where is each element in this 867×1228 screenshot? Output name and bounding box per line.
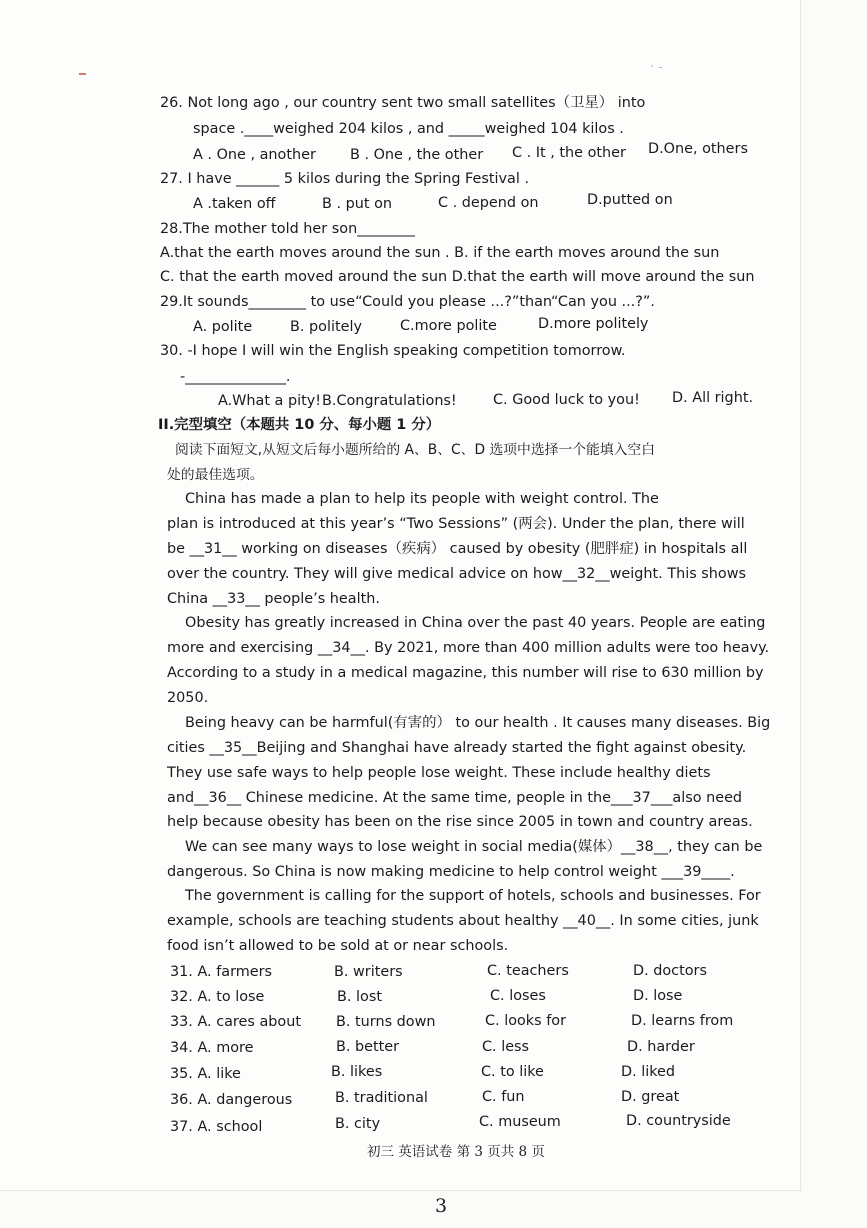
choice-36-d: D. great xyxy=(621,1089,680,1105)
choice-33-b: B. turns down xyxy=(336,1014,436,1030)
q26-stem-continued: space .____weighed 204 kilos , and _____weighed 104 kilos . xyxy=(193,121,624,137)
passage-line: dangerous. So China is now making medicine to help control weight ___39____. xyxy=(167,864,735,880)
passage-line: Obesity has greatly increased in China over the past 40 years. People are eating xyxy=(185,615,766,631)
passage-line: Being heavy can be harmful(有害的） to our health . It causes many diseases. Big xyxy=(185,715,771,731)
red-mark xyxy=(79,73,86,75)
q30-option-c: C. Good luck to you! xyxy=(493,392,640,408)
q27-option-c: C . depend on xyxy=(438,195,539,211)
choice-36-b: B. traditional xyxy=(335,1090,428,1106)
section-instructions-continued: 处的最佳选项。 xyxy=(167,467,264,483)
choice-35-d: D. liked xyxy=(621,1064,676,1080)
choice-32-d: D. lose xyxy=(633,988,683,1004)
choice-33-d: D. learns from xyxy=(631,1013,734,1029)
choice-33-c: C. looks for xyxy=(485,1013,566,1029)
choice-35-c: C. to like xyxy=(481,1064,544,1080)
section-instructions: 阅读下面短文,从短文后每小题所给的 A、B、C、D 选项中选择一个能填入空白 xyxy=(175,442,656,458)
q30-stem: 30. -I hope I will win the English speaking competition tomorrow. xyxy=(160,343,626,359)
passage-line: China has made a plan to help its people with weight control. The xyxy=(185,491,659,507)
choice-32-a: 32. A. to lose xyxy=(170,989,265,1005)
choice-33-a: 33. A. cares about xyxy=(170,1014,301,1030)
scan-smudge: · - xyxy=(650,60,663,75)
passage-line: help because obesity has been on the rise since 2005 in town and country areas. xyxy=(167,814,753,830)
passage-line: over the country. They will give medical advice on how__32__weight. This shows xyxy=(167,566,746,582)
choice-34-c: C. less xyxy=(482,1039,530,1055)
choice-34-d: D. harder xyxy=(627,1039,695,1055)
page-number: 3 xyxy=(435,1195,448,1217)
choice-32-c: C. loses xyxy=(490,988,546,1004)
q29-option-b: B. politely xyxy=(290,319,362,335)
choice-31-d: D. doctors xyxy=(633,963,707,979)
q30-option-d: D. All right. xyxy=(672,390,754,406)
q30-option-b: B.Congratulations! xyxy=(322,393,457,409)
q26-option-a: A . One , another xyxy=(193,147,316,163)
passage-line: cities __35__Beijing and Shanghai have already started the fight against obesity. xyxy=(167,740,747,756)
q27-stem: 27. I have ______ 5 kilos during the Spring Festival . xyxy=(160,171,530,187)
q29-option-d: D.more politely xyxy=(538,316,649,332)
choice-32-b: B. lost xyxy=(337,989,382,1005)
q26-stem: 26. Not long ago , our country sent two small satellites（卫星） into xyxy=(160,95,646,111)
choice-37-c: C. museum xyxy=(479,1114,561,1130)
q27-option-d: D.putted on xyxy=(587,192,673,208)
q29-option-c: C.more polite xyxy=(400,318,497,334)
choice-35-b: B. likes xyxy=(331,1064,383,1080)
q28-options-cd: C. that the earth moved around the sun D.that the earth will move around the sun xyxy=(160,269,755,285)
section-title: II.完型填空（本题共 10 分、每小题 1 分） xyxy=(158,417,441,433)
passage-line: be __31__ working on diseases（疾病） caused by obesity (肥胖症) in hospitals all xyxy=(167,541,748,557)
choice-37-b: B. city xyxy=(335,1116,381,1132)
choice-34-a: 34. A. more xyxy=(170,1040,254,1056)
passage-line: The government is calling for the support of hotels, schools and businesses. For xyxy=(185,888,761,904)
q26-option-b: B . One , the other xyxy=(350,147,484,163)
passage-line: example, schools are teaching students about healthy __40__. In some cities, junk xyxy=(167,913,759,929)
q27-option-b: B . put on xyxy=(322,196,392,212)
passage-line: more and exercising __34__. By 2021, more than 400 million adults were too heavy. xyxy=(167,640,770,656)
choice-31-c: C. teachers xyxy=(487,963,569,979)
q30-answer-blank: -______________. xyxy=(180,369,291,385)
passage-line: According to a study in a medical magazine, this number will rise to 630 million by xyxy=(167,665,764,681)
passage-line: plan is introduced at this year’s “Two Sessions” (两会). Under the plan, there will xyxy=(167,516,745,532)
passage-line: They use safe ways to help people lose weight. These include healthy diets xyxy=(167,765,711,781)
q28-options-ab: A.that the earth moves around the sun . B. if the earth moves around the sun xyxy=(160,245,720,261)
q27-option-a: A .taken off xyxy=(193,196,276,212)
passage-line: and__36__ Chinese medicine. At the same time, people in the___37___also need xyxy=(167,790,743,806)
choice-36-c: C. fun xyxy=(482,1089,525,1105)
q30-option-a: A.What a pity! xyxy=(218,393,322,409)
choice-35-a: 35. A. like xyxy=(170,1066,241,1082)
choice-37-d: D. countryside xyxy=(626,1113,731,1129)
choice-34-b: B. better xyxy=(336,1039,400,1055)
choice-37-a: 37. A. school xyxy=(170,1119,263,1135)
q26-option-c: C . It , the other xyxy=(512,145,626,161)
page-footer: 初三 英语试卷 第 3 页共 8 页 xyxy=(367,1144,545,1160)
choice-31-b: B. writers xyxy=(334,964,403,980)
q28-stem: 28.The mother told her son________ xyxy=(160,221,415,237)
passage-line: 2050. xyxy=(167,690,209,706)
q26-option-d: D.One, others xyxy=(648,141,748,157)
choice-31-a: 31. A. farmers xyxy=(170,964,273,980)
q29-stem: 29.It sounds________ to use“Could you please ...?”than“Can you ...?”. xyxy=(160,294,655,310)
choice-36-a: 36. A. dangerous xyxy=(170,1092,293,1108)
passage-line: food isn’t allowed to be sold at or near schools. xyxy=(167,938,509,954)
passage-line: China __33__ people’s health. xyxy=(167,591,380,607)
q29-option-a: A. polite xyxy=(193,319,253,335)
passage-line: We can see many ways to lose weight in social media(媒体）__38__, they can be xyxy=(185,839,763,855)
